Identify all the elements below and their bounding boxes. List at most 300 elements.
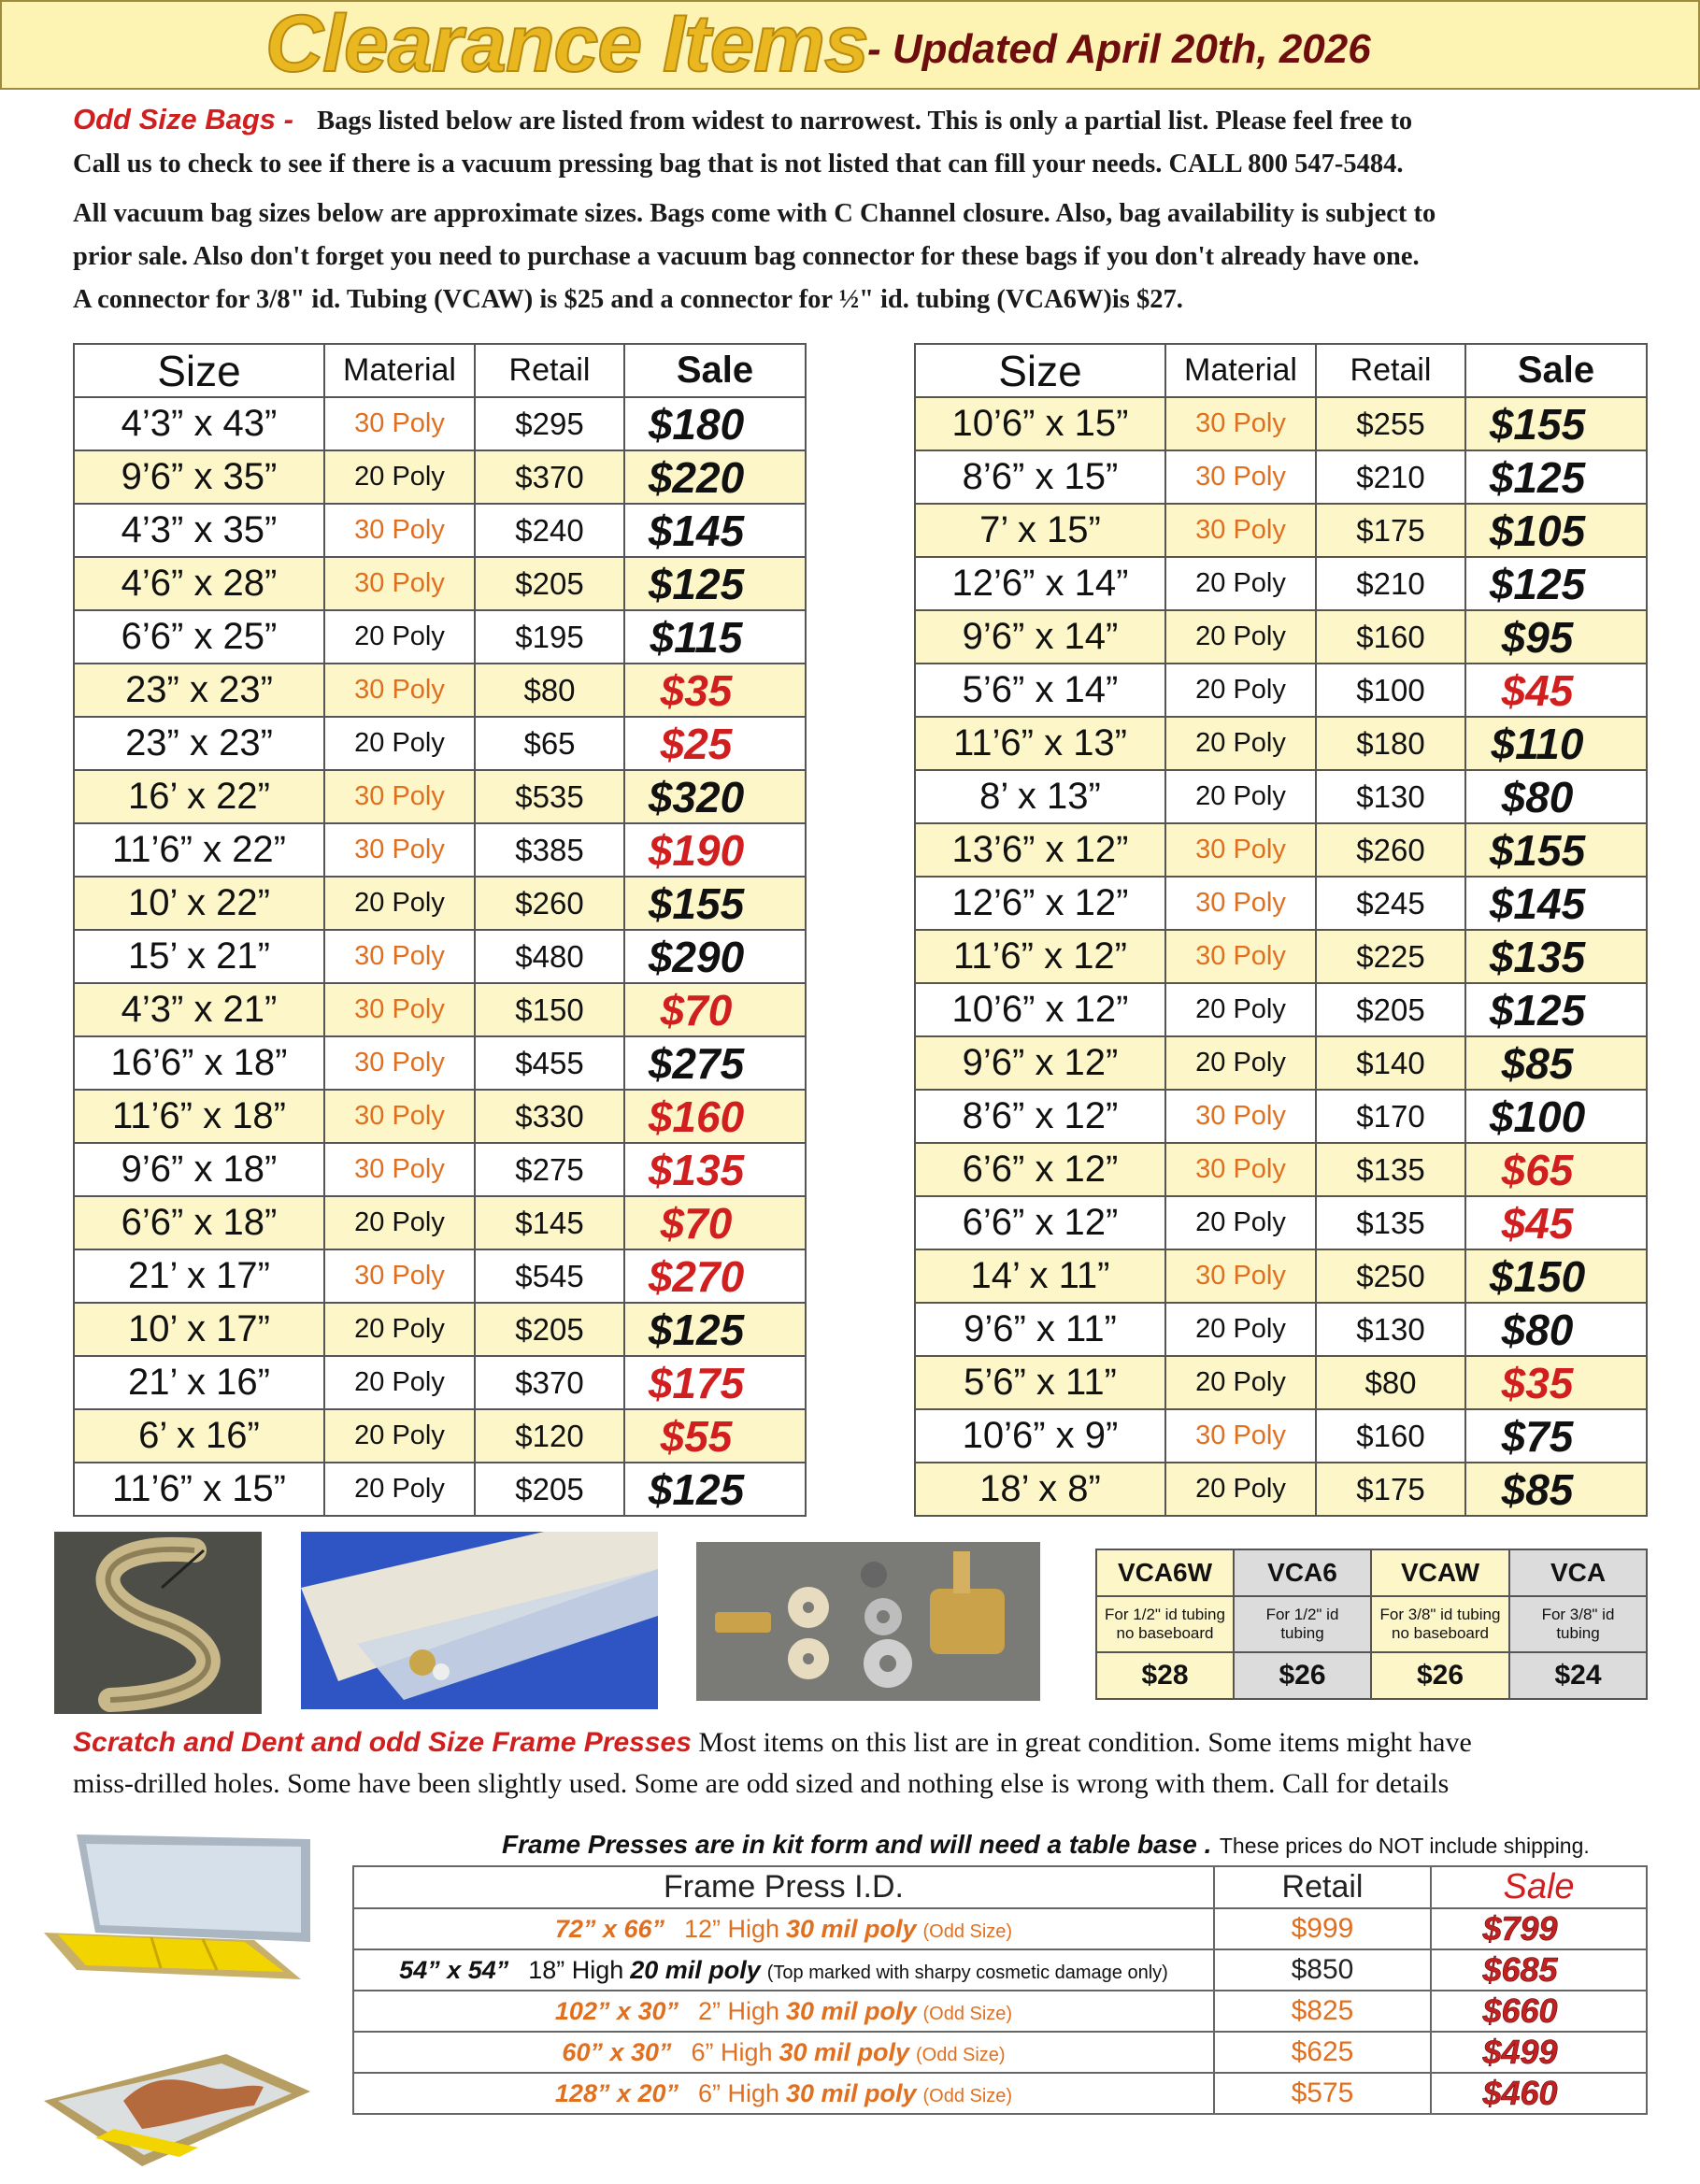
frame-press-id xyxy=(353,1908,1214,1949)
bag-material: 30 Poly xyxy=(324,397,475,450)
bag-size: 14’ x 11” xyxy=(915,1249,1165,1303)
bag-size: 5’6” x 11” xyxy=(915,1356,1165,1409)
frame-press-sale: $460 xyxy=(1431,2073,1647,2114)
bag-material: 20 Poly xyxy=(324,1463,475,1516)
bag-sale-price: $320 xyxy=(624,770,806,823)
bag-material: 30 Poly xyxy=(1165,877,1316,930)
connector-price-row xyxy=(1096,1652,1647,1699)
bag-size: 15’ x 21” xyxy=(74,930,324,983)
bag-sale-price: $70 xyxy=(624,1196,806,1249)
bag-retail: $205 xyxy=(475,557,624,610)
bag-sale-price: $35 xyxy=(624,664,806,717)
connector-parts-photo xyxy=(696,1542,1040,1701)
bag-sale-price: $55 xyxy=(624,1409,806,1463)
frame-press-height: 12” High xyxy=(683,1914,780,1943)
bag-material: 20 Poly xyxy=(324,1409,475,1463)
table-row xyxy=(74,1356,806,1409)
bag-retail: $130 xyxy=(1316,770,1465,823)
table-row xyxy=(915,930,1647,983)
bag-retail: $210 xyxy=(1316,557,1465,610)
bag-material: 30 Poly xyxy=(324,1249,475,1303)
bag-retail: $295 xyxy=(475,397,624,450)
table-row xyxy=(915,877,1647,930)
bag-size: 4’6” x 28” xyxy=(74,557,324,610)
bag-retail: $240 xyxy=(475,504,624,557)
connector-desc-row xyxy=(1096,1596,1647,1652)
bag-material: 20 Poly xyxy=(324,1303,475,1356)
table-row xyxy=(74,1090,806,1143)
header-size: Size xyxy=(915,344,1165,397)
scratch-line-2: miss-drilled holes. Some have been slightly used. Some are odd sized and nothing else is wrong with them. Call for details xyxy=(73,1768,1450,1799)
bag-size: 7’ x 15” xyxy=(915,504,1165,557)
bag-sale-price: $100 xyxy=(1465,1090,1647,1143)
header-sale: Sale xyxy=(1465,344,1647,397)
bag-material: 30 Poly xyxy=(324,983,475,1036)
bag-retail: $250 xyxy=(1316,1249,1465,1303)
connector-desc-line-1: For 3/8" id xyxy=(1541,1606,1615,1623)
header-material: Material xyxy=(324,344,475,397)
bag-material: 20 Poly xyxy=(1165,983,1316,1036)
frame-press-height: 18” High xyxy=(528,1955,624,1984)
table-row xyxy=(74,1196,806,1249)
bag-size: 16’ x 22” xyxy=(74,770,324,823)
bag-sale-price: $175 xyxy=(624,1356,806,1409)
bag-sale-price: $150 xyxy=(1465,1249,1647,1303)
frame-press-dims: 102” x 30” xyxy=(554,1996,679,2025)
connector-code: VCA xyxy=(1509,1549,1647,1596)
connector-desc-line-2: no baseboard xyxy=(1116,1624,1214,1642)
frame-press-id xyxy=(353,2073,1214,2114)
connector-desc-line-1: For 1/2" id tubing xyxy=(1105,1606,1225,1623)
table-row xyxy=(915,664,1647,717)
table-row xyxy=(74,823,806,877)
bag-material: 30 Poly xyxy=(1165,397,1316,450)
bag-size: 5’6” x 14” xyxy=(915,664,1165,717)
bag-sale-price: $270 xyxy=(624,1249,806,1303)
bag-sale-price: $160 xyxy=(624,1090,806,1143)
intro-line-3: All vacuum bag sizes below are approximate sizes. Bags come with C Channel closure. Also, bag availability is subject to xyxy=(73,199,1436,228)
bag-size: 10’ x 22” xyxy=(74,877,324,930)
frame-press-note: (Odd Size) xyxy=(922,2085,1013,2106)
bag-size: 4’3” x 43” xyxy=(74,397,324,450)
connector-codes-row xyxy=(1096,1549,1647,1596)
bag-retail: $135 xyxy=(1316,1196,1465,1249)
fp-header-retail: Retail xyxy=(1214,1866,1431,1908)
connector-description xyxy=(1371,1596,1509,1652)
bag-size: 9’6” x 18” xyxy=(74,1143,324,1196)
bag-size: 16’6” x 18” xyxy=(74,1036,324,1090)
bag-material: 30 Poly xyxy=(1165,1249,1316,1303)
bag-retail: $175 xyxy=(1316,1463,1465,1516)
frame-press-retail: $825 xyxy=(1214,1991,1431,2032)
bag-retail: $135 xyxy=(1316,1143,1465,1196)
table-row xyxy=(74,1409,806,1463)
bag-material: 30 Poly xyxy=(324,823,475,877)
frame-press-id xyxy=(353,2032,1214,2073)
table-row xyxy=(915,823,1647,877)
bag-retail: $205 xyxy=(475,1463,624,1516)
table-row xyxy=(74,1036,806,1090)
frame-press-dims: 60” x 30” xyxy=(562,2037,672,2066)
bag-retail: $80 xyxy=(475,664,624,717)
bag-retail: $160 xyxy=(1316,1409,1465,1463)
bag-material: 30 Poly xyxy=(324,1143,475,1196)
bag-retail: $160 xyxy=(1316,610,1465,664)
bag-material: 30 Poly xyxy=(1165,504,1316,557)
frame-press-retail: $850 xyxy=(1214,1949,1431,1991)
bag-sale-price: $125 xyxy=(1465,450,1647,504)
bag-sale-price: $65 xyxy=(1465,1143,1647,1196)
bag-sale-price: $25 xyxy=(624,717,806,770)
table-row xyxy=(915,770,1647,823)
table-row xyxy=(74,450,806,504)
bag-retail: $130 xyxy=(1316,1303,1465,1356)
bag-size: 12’6” x 12” xyxy=(915,877,1165,930)
table-row xyxy=(915,1409,1647,1463)
bag-size: 9’6” x 35” xyxy=(74,450,324,504)
bag-retail: $455 xyxy=(475,1036,624,1090)
frame-press-photo-1 xyxy=(39,1830,318,1991)
intro-line-4: prior sale. Also don't forget you need to purchase a vacuum bag connector for these bags if you don't already have one. xyxy=(73,242,1420,271)
bag-sale-price: $125 xyxy=(1465,557,1647,610)
bag-sale-price: $155 xyxy=(1465,823,1647,877)
frame-press-retail: $999 xyxy=(1214,1908,1431,1949)
bag-sale-price: $155 xyxy=(1465,397,1647,450)
bag-material: 30 Poly xyxy=(324,504,475,557)
frame-press-retail: $625 xyxy=(1214,2032,1431,2073)
bag-retail: $100 xyxy=(1316,664,1465,717)
table-row xyxy=(915,557,1647,610)
table-row xyxy=(915,1036,1647,1090)
bag-size: 10’6” x 12” xyxy=(915,983,1165,1036)
bag-sale-price: $80 xyxy=(1465,1303,1647,1356)
table-row xyxy=(74,1249,806,1303)
connector-desc-line-2: no baseboard xyxy=(1392,1624,1489,1642)
table-row xyxy=(74,1463,806,1516)
bag-material: 20 Poly xyxy=(1165,664,1316,717)
bag-retail: $385 xyxy=(475,823,624,877)
bag-size: 11’6” x 13” xyxy=(915,717,1165,770)
bag-sale-price: $125 xyxy=(1465,983,1647,1036)
table-row xyxy=(915,397,1647,450)
bag-size: 11’6” x 15” xyxy=(74,1463,324,1516)
updated-date: - Updated April 20th, 2026 xyxy=(867,26,1371,72)
connector-description xyxy=(1234,1596,1371,1652)
frame-press-sale: $499 xyxy=(1431,2032,1647,2073)
table-row xyxy=(74,610,806,664)
bag-sale-price: $145 xyxy=(1465,877,1647,930)
header-sale: Sale xyxy=(624,344,806,397)
bag-material: 30 Poly xyxy=(324,930,475,983)
connector-code: VCA6 xyxy=(1234,1549,1371,1596)
table-row xyxy=(915,1143,1647,1196)
bag-size: 6’6” x 12” xyxy=(915,1143,1165,1196)
bag-material: 30 Poly xyxy=(1165,1090,1316,1143)
frame-press-material: 30 mil poly xyxy=(779,2037,910,2066)
bag-size: 10’6” x 9” xyxy=(915,1409,1165,1463)
bag-size: 6’6” x 18” xyxy=(74,1196,324,1249)
table-row xyxy=(353,1949,1647,1991)
table-row xyxy=(353,2073,1647,2114)
table-row xyxy=(915,504,1647,557)
bag-retail: $195 xyxy=(475,610,624,664)
bag-size: 8’ x 13” xyxy=(915,770,1165,823)
bag-size: 9’6” x 12” xyxy=(915,1036,1165,1090)
bag-sale-price: $45 xyxy=(1465,664,1647,717)
table-row xyxy=(915,983,1647,1036)
table-row xyxy=(915,717,1647,770)
bag-material: 20 Poly xyxy=(1165,1036,1316,1090)
table-row xyxy=(353,1908,1647,1949)
table-row xyxy=(915,610,1647,664)
table-row xyxy=(353,1991,1647,2032)
connector-desc-line-1: For 3/8" id tubing xyxy=(1379,1606,1501,1623)
bag-size: 6’6” x 12” xyxy=(915,1196,1165,1249)
bag-size: 11’6” x 18” xyxy=(74,1090,324,1143)
bag-retail: $205 xyxy=(1316,983,1465,1036)
bag-material: 20 Poly xyxy=(1165,1196,1316,1249)
connector-desc-line-1: For 1/2" id xyxy=(1265,1606,1339,1623)
bag-size: 11’6” x 12” xyxy=(915,930,1165,983)
bag-sale-price: $190 xyxy=(624,823,806,877)
connector-price: $26 xyxy=(1371,1652,1509,1699)
bag-retail: $210 xyxy=(1316,450,1465,504)
intro-line-1 xyxy=(73,103,1412,136)
bag-sale-price: $125 xyxy=(624,1303,806,1356)
table-row xyxy=(74,983,806,1036)
table-row xyxy=(915,1463,1647,1516)
bag-sale-price: $135 xyxy=(624,1143,806,1196)
bag-sale-price: $180 xyxy=(624,397,806,450)
bag-sale-price: $275 xyxy=(624,1036,806,1090)
frame-press-table xyxy=(352,1865,1648,2115)
table-row xyxy=(74,1303,806,1356)
frame-press-note: (Top marked with sharpy cosmetic damage only) xyxy=(766,1962,1168,1983)
bag-sale-price: $35 xyxy=(1465,1356,1647,1409)
header-material: Material xyxy=(1165,344,1316,397)
bag-retail: $260 xyxy=(1316,823,1465,877)
kit-note: Frame Presses are in kit form and will need a table base . xyxy=(502,1830,1212,1859)
bag-sale-price: $220 xyxy=(624,450,806,504)
bag-material: 30 Poly xyxy=(1165,450,1316,504)
frame-press-dims: 128” x 20” xyxy=(554,2078,679,2107)
page-title: Clearance Items xyxy=(265,0,868,89)
frame-press-note: (Odd Size) xyxy=(922,2003,1013,2024)
frame-press-sale: $799 xyxy=(1431,1908,1647,1949)
intro-text-1: Bags listed below are listed from widest to narrowest. This is only a partial list. Please feel free to xyxy=(317,107,1413,136)
frame-press-note: (Odd Size) xyxy=(915,2044,1006,2065)
frame-press-note xyxy=(502,1830,1590,1860)
bag-retail: $370 xyxy=(475,1356,624,1409)
bag-sale-price: $135 xyxy=(1465,930,1647,983)
bag-retail: $80 xyxy=(1316,1356,1465,1409)
scratch-text-1: Most items on this list are in great condition. Some items might have xyxy=(698,1727,1472,1758)
bag-material: 30 Poly xyxy=(324,770,475,823)
odd-size-bags-heading: Odd Size Bags - xyxy=(73,103,293,136)
frame-press-material: 30 mil poly xyxy=(785,1996,917,2025)
bag-material: 20 Poly xyxy=(324,610,475,664)
bag-size: 4’3” x 21” xyxy=(74,983,324,1036)
table-row xyxy=(915,1090,1647,1143)
bag-retail: $245 xyxy=(1316,877,1465,930)
bag-size: 23” x 23” xyxy=(74,664,324,717)
c-channel-photo xyxy=(54,1532,262,1714)
scratch-heading: Scratch and Dent and odd Size Frame Presses xyxy=(73,1727,692,1758)
connector-description xyxy=(1096,1596,1234,1652)
table-row xyxy=(74,1143,806,1196)
bag-material: 20 Poly xyxy=(324,717,475,770)
frame-press-retail: $575 xyxy=(1214,2073,1431,2114)
connector-price: $28 xyxy=(1096,1652,1234,1699)
frame-press-height: 6” High xyxy=(691,2037,773,2066)
bag-size: 18’ x 8” xyxy=(915,1463,1165,1516)
bag-size: 8’6” x 12” xyxy=(915,1090,1165,1143)
table-row xyxy=(353,2032,1647,2073)
bag-retail: $150 xyxy=(475,983,624,1036)
table-row xyxy=(74,930,806,983)
frame-press-dims: 72” x 66” xyxy=(554,1914,664,1943)
table-row xyxy=(915,1249,1647,1303)
connector-desc-line-2: tubing xyxy=(1280,1624,1324,1642)
table-row xyxy=(74,504,806,557)
header-size: Size xyxy=(74,344,324,397)
bag-size: 6’ x 16” xyxy=(74,1409,324,1463)
bag-size: 6’6” x 25” xyxy=(74,610,324,664)
fp-header-id: Frame Press I.D. xyxy=(353,1866,1214,1908)
bag-retail: $170 xyxy=(1316,1090,1465,1143)
table-row xyxy=(74,557,806,610)
table-row xyxy=(74,770,806,823)
frame-press-sale: $660 xyxy=(1431,1991,1647,2032)
bag-retail: $260 xyxy=(475,877,624,930)
bag-size: 21’ x 16” xyxy=(74,1356,324,1409)
connector-desc-line-2: tubing xyxy=(1556,1624,1600,1642)
bag-sale-price: $75 xyxy=(1465,1409,1647,1463)
bag-material: 30 Poly xyxy=(324,557,475,610)
bag-sale-price: $110 xyxy=(1465,717,1647,770)
bag-material: 20 Poly xyxy=(324,1356,475,1409)
intro-line-2: Call us to check to see if there is a vacuum pressing bag that is not listed that can fill your needs. CALL 800 547-5484. xyxy=(73,150,1404,178)
bag-sale-price: $145 xyxy=(624,504,806,557)
bag-retail: $140 xyxy=(1316,1036,1465,1090)
bag-material: 30 Poly xyxy=(324,1090,475,1143)
bag-retail: $255 xyxy=(1316,397,1465,450)
bag-retail: $120 xyxy=(475,1409,624,1463)
bag-retail: $535 xyxy=(475,770,624,823)
frame-press-note: (Odd Size) xyxy=(922,1920,1013,1942)
connector-description xyxy=(1509,1596,1647,1652)
bag-retail: $545 xyxy=(475,1249,624,1303)
bags-table-left xyxy=(73,343,807,1517)
header-retail: Retail xyxy=(475,344,624,397)
bag-retail: $225 xyxy=(1316,930,1465,983)
bag-sale-price: $155 xyxy=(624,877,806,930)
scratch-line-1 xyxy=(73,1727,1472,1759)
bag-retail: $275 xyxy=(475,1143,624,1196)
bag-sale-price: $115 xyxy=(624,610,806,664)
bag-sale-price: $125 xyxy=(624,1463,806,1516)
table-row xyxy=(915,1303,1647,1356)
table-row xyxy=(915,1196,1647,1249)
bag-sale-price: $290 xyxy=(624,930,806,983)
bag-material: 20 Poly xyxy=(1165,1356,1316,1409)
connector-price: $26 xyxy=(1234,1652,1371,1699)
bag-size: 9’6” x 11” xyxy=(915,1303,1165,1356)
header-banner xyxy=(0,0,1700,90)
bag-retail: $65 xyxy=(475,717,624,770)
frame-press-material: 30 mil poly xyxy=(785,1914,917,1943)
bag-sale-price: $125 xyxy=(624,557,806,610)
frame-press-dims: 54” x 54” xyxy=(399,1955,509,1984)
bag-size: 9’6” x 14” xyxy=(915,610,1165,664)
bag-size: 10’ x 17” xyxy=(74,1303,324,1356)
bag-material: 20 Poly xyxy=(1165,1303,1316,1356)
bag-sale-price: $80 xyxy=(1465,770,1647,823)
bag-material: 30 Poly xyxy=(1165,1409,1316,1463)
bag-retail: $205 xyxy=(475,1303,624,1356)
fp-header-sale: Sale xyxy=(1431,1866,1647,1908)
bag-retail: $480 xyxy=(475,930,624,983)
bag-retail: $175 xyxy=(1316,504,1465,557)
bag-material: 30 Poly xyxy=(1165,1143,1316,1196)
bag-size: 11’6” x 22” xyxy=(74,823,324,877)
bag-sale-price: $95 xyxy=(1465,610,1647,664)
bag-material: 20 Poly xyxy=(1165,557,1316,610)
connector-price: $24 xyxy=(1509,1652,1647,1699)
bag-retail: $370 xyxy=(475,450,624,504)
frame-press-material: 30 mil poly xyxy=(785,2078,917,2107)
bag-material: 30 Poly xyxy=(324,1036,475,1090)
bag-material: 30 Poly xyxy=(1165,930,1316,983)
bag-size: 8’6” x 15” xyxy=(915,450,1165,504)
bag-sale-price: $85 xyxy=(1465,1463,1647,1516)
bag-material: 20 Poly xyxy=(1165,770,1316,823)
bag-sale-price: $45 xyxy=(1465,1196,1647,1249)
header-retail: Retail xyxy=(1316,344,1465,397)
bag-retail: $330 xyxy=(475,1090,624,1143)
intro-line-5: A connector for 3/8" id. Tubing (VCAW) is $25 and a connector for ½" id. tubing (VCA6W)is $27. xyxy=(73,285,1183,314)
bag-size: 23” x 23” xyxy=(74,717,324,770)
table-row xyxy=(74,877,806,930)
frame-press-height: 2” High xyxy=(697,1996,780,2025)
bag-sale-price: $85 xyxy=(1465,1036,1647,1090)
bag-size: 4’3” x 35” xyxy=(74,504,324,557)
frame-press-height: 6” High xyxy=(697,2078,780,2107)
bag-sale-price: $105 xyxy=(1465,504,1647,557)
bag-retail: $145 xyxy=(475,1196,624,1249)
bag-material: 20 Poly xyxy=(1165,1463,1316,1516)
bag-retail: $180 xyxy=(1316,717,1465,770)
bag-size: 21’ x 17” xyxy=(74,1249,324,1303)
table-row xyxy=(74,397,806,450)
frame-press-id xyxy=(353,1991,1214,2032)
bag-material: 20 Poly xyxy=(324,877,475,930)
bag-size: 13’6” x 12” xyxy=(915,823,1165,877)
table-row xyxy=(74,717,806,770)
connector-table xyxy=(1095,1549,1648,1700)
bag-material: 20 Poly xyxy=(1165,717,1316,770)
shipping-note: These prices do NOT include shipping. xyxy=(1219,1834,1590,1858)
table-row xyxy=(915,1356,1647,1409)
bags-table-right xyxy=(914,343,1648,1517)
frame-press-material: 20 mil poly xyxy=(630,1955,761,1984)
bag-material: 20 Poly xyxy=(324,1196,475,1249)
connector-code: VCAW xyxy=(1371,1549,1509,1596)
table-row xyxy=(74,664,806,717)
bag-material: 30 Poly xyxy=(324,664,475,717)
vacuum-bag-rolls-photo xyxy=(301,1532,658,1709)
bag-size: 10’6” x 15” xyxy=(915,397,1165,450)
